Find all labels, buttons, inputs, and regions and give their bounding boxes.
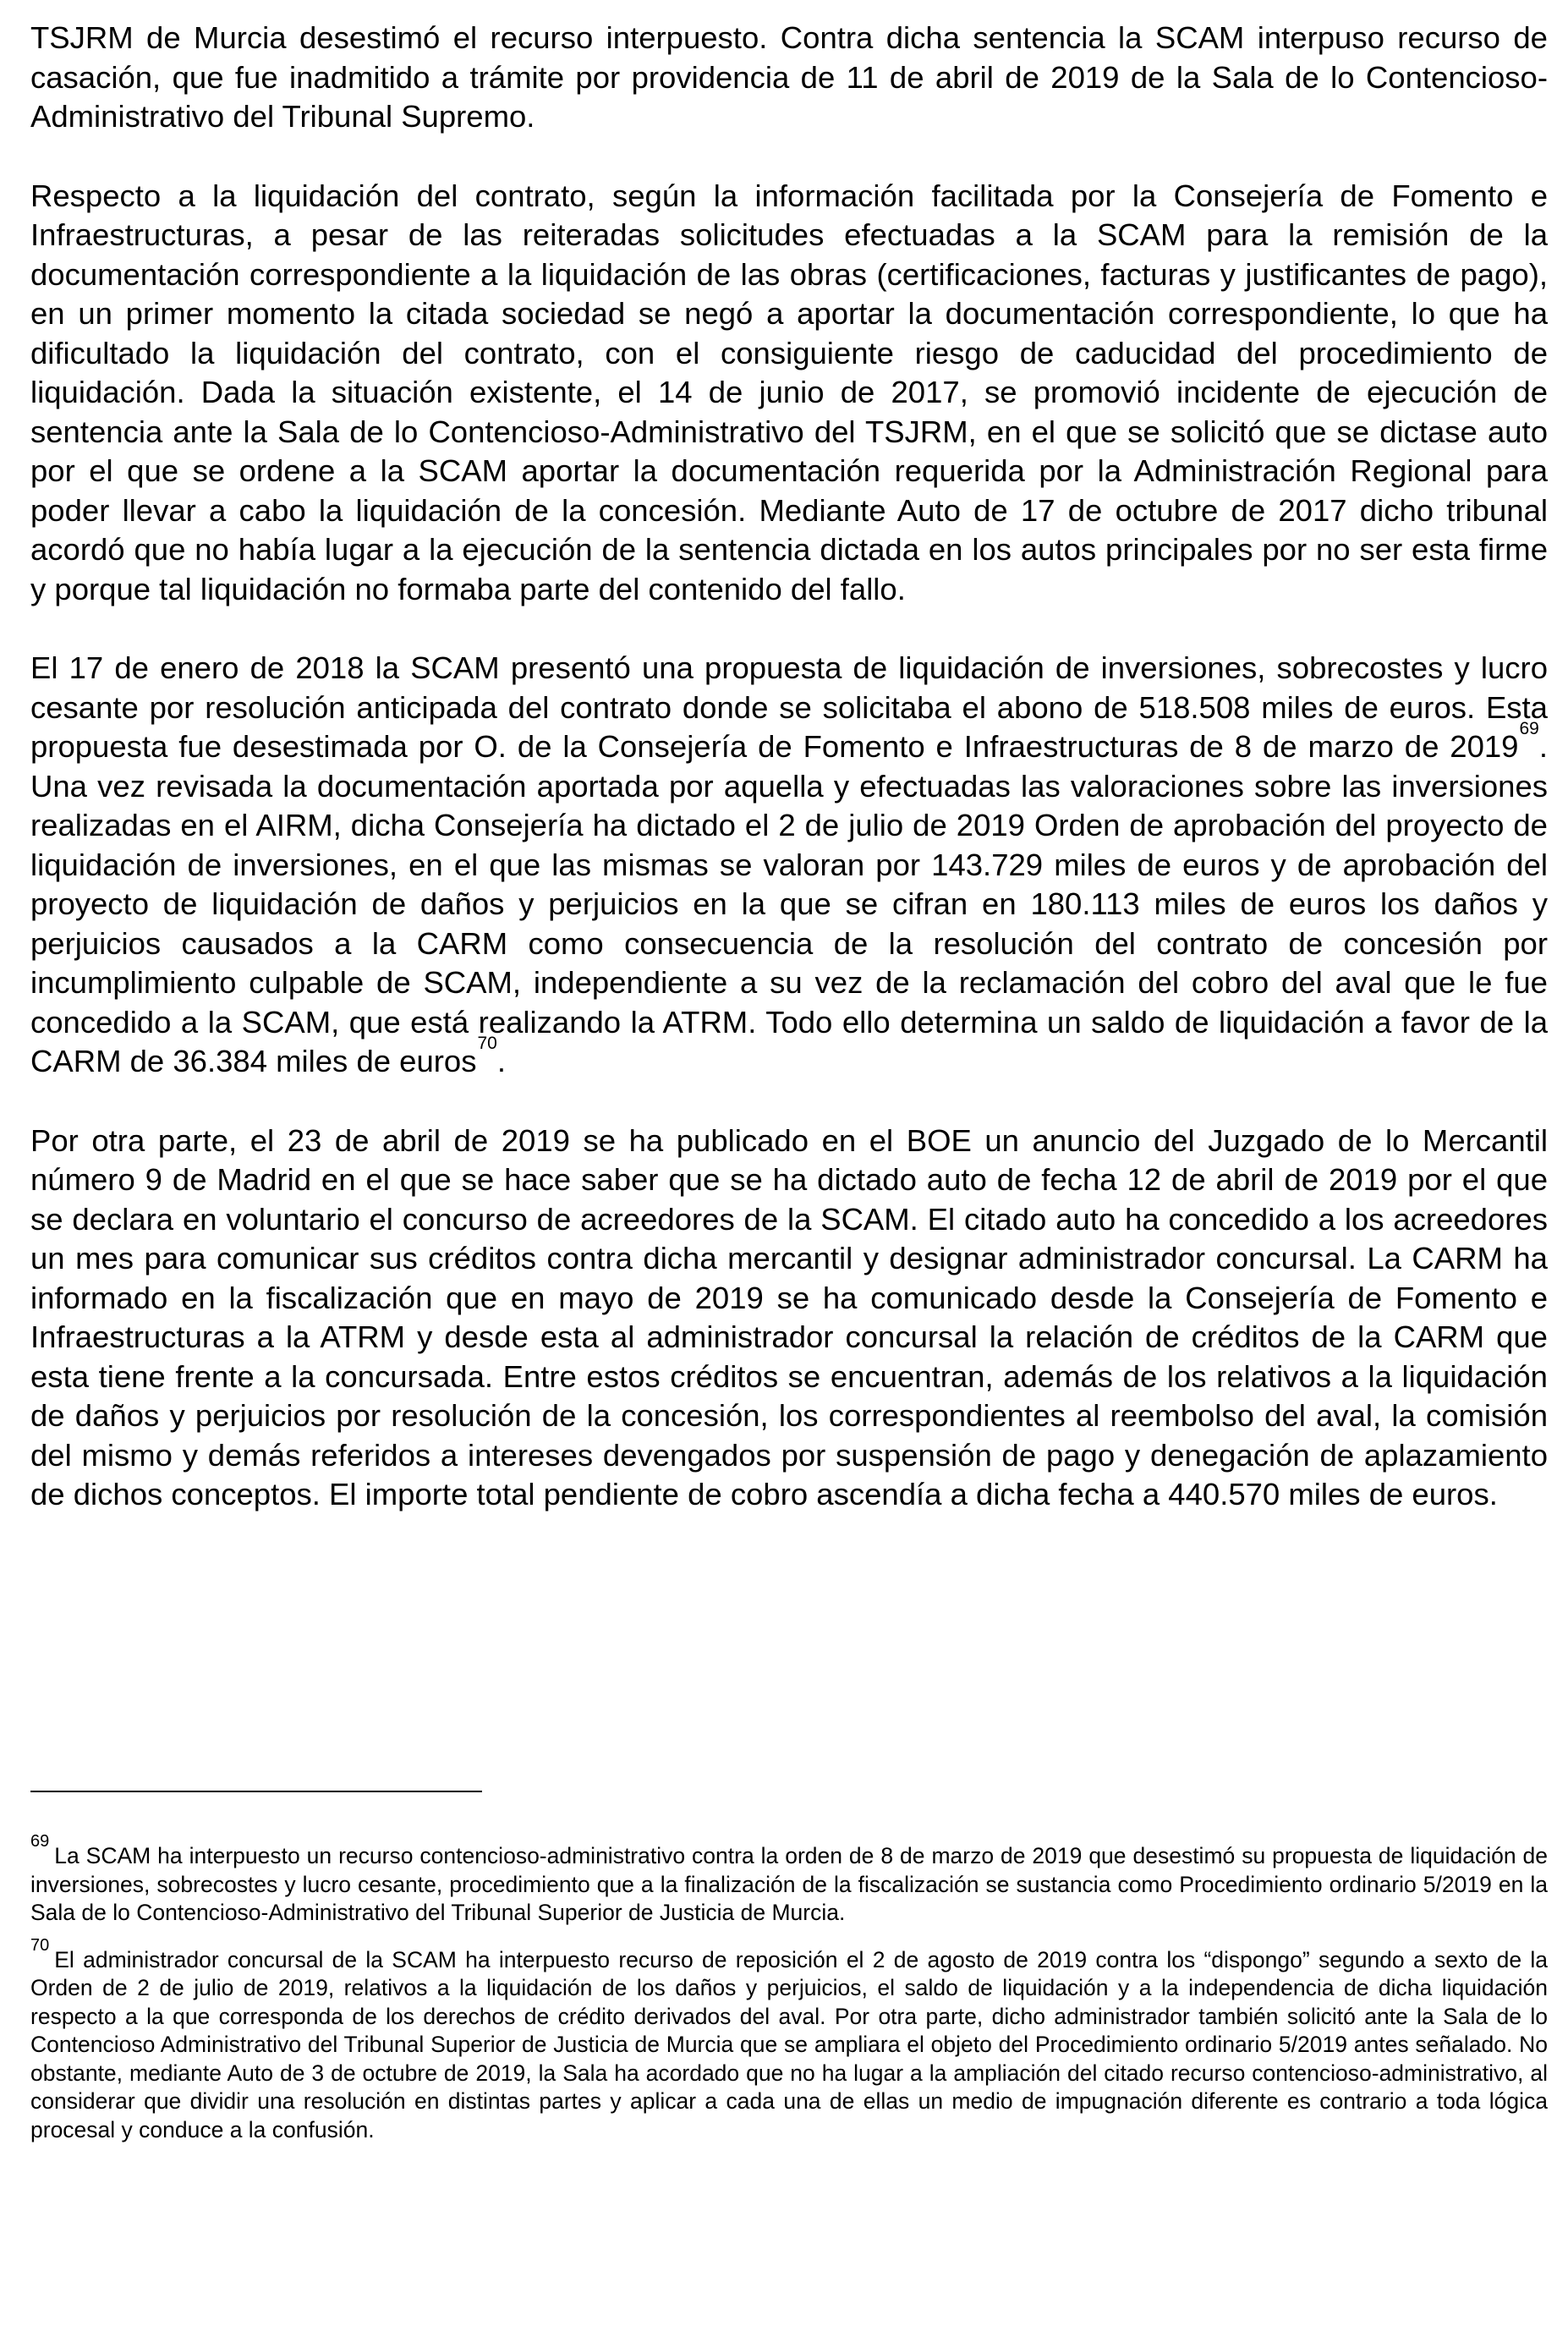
paragraph-text: El 17 de enero de 2018 la SCAM presentó una propuesta de liquidación de inversiones, sobrecostes y lucro cesante por resolución anticipada del contrato donde se solicitaba el abono de 518.508 miles de euros. Esta propuesta fue desestimada por O. de la Consejería de Fomento e Infraestructuras de 8 de marzo de 2019 <box>30 650 1548 764</box>
footnote-number: 69 <box>30 1832 50 1852</box>
paragraph-concurso-acreedores: Por otra parte, el 23 de abril de 2019 se ha publicado en el BOE un anuncio del Juzgado de lo Mercantil número 9 de Madrid en el que se hace saber que se ha dictado auto de fecha 12 de abril de 2019 por el que se declara en voluntario el concurso de acreedores de la SCAM. El citado auto ha concedido a los acreedores un mes para comunicar sus créditos contra dicha mercantil y designar administrador concursal. La CARM ha informado en la fiscalización que en mayo de 2019 se ha comunicado desde la Consejería de Fomento e Infraestructuras a la ATRM y desde esta al administrador concursal la relación de créditos de la CARM que esta tiene frente a la concursada. Entre estos créditos se encuentran, además de los relativos a la liquidación de daños y perjuicios por resolución de la concesión, los correspondientes al reembolso del aval, la comisión del mismo y demás referidos a intereses devengados por suspensión de pago y denegación de aplazamiento de dichos conceptos. El importe total pendiente de cobro ascendía a dicha fecha a 440.570 miles de euros. <box>30 1122 1548 1511</box>
paragraph-liquidacion-contrato: Respecto a la liquidación del contrato, según la información facilitada por la Consejería de Fomento e Infraestructuras, a pesar de las reiteradas solicitudes efectuadas a la SCAM para la remisión de la documentación correspondiente a la liquidación de las obras (certificaciones, facturas y justificantes de pago), en un primer momento la citada sociedad se negó a aportar la documentación correspondiente, lo que ha dificultado la liquidación del contrato, con el consiguiente riesgo de caducidad del procedimiento de liquidación. Dada la situación existente, el 14 de junio de 2017, se promovió incidente de ejecución de sentencia ante la Sala de lo Contencioso-Administrativo del TSJRM, en el que se solicitó que se dictase auto por el que se ordene a la SCAM aportar la documentación requerida por la Administración Regional para poder llevar a cabo la liquidación de la concesión. Mediante Auto de 17 de octubre de 2017 dicho tribunal acordó que no había lugar a la ejecución de la sentencia dictada en los autos principales por no ser esta firme y porque tal liquidación no formaba parte del contenido del fallo. <box>30 178 1548 606</box>
footnotes <box>30 1832 1548 2163</box>
paragraph-text: . <box>496 1044 507 1078</box>
footnote-ref-69[interactable]: 69 <box>1519 718 1539 738</box>
footnote-number: 70 <box>30 1935 50 1955</box>
footnote-69 <box>30 1832 1548 1928</box>
footnote-text: El administrador concursal de la SCAM ha interpuesto recurso de reposición el 2 de agosto de 2019 contra los “dispongo” segundo a sexto de la Orden de 2 de julio de 2019, relativos a la liquidación de los daños y perjuicios, el saldo de liquidación y a la independencia de dicha liquidación respecto a la que corresponda de los derechos de crédito derivados del aval. Por otra parte, dicho administrador también solicitó ante la Sala de lo Contencioso Administrativo del Tribunal Superior de Justicia de Murcia que se ampliara el objeto del Procedimiento ordinario 5/2019 antes señalado. No obstante, mediante Auto de 3 de octubre de 2019, la Sala ha acordado que no ha lugar a la ampliación del citado recurso contencioso-administrativo, al considerar que dividir una resolución en distintas partes y aplicar a cada una de ellas un medio de impugnación diferente es contrario a toda lógica procesal y conduce a la confusión. <box>30 1946 1548 2142</box>
footnote-separator <box>30 1791 482 1792</box>
document-body <box>30 19 1548 1515</box>
paragraph-text: . Una vez revisada la documentación aportada por aquella y efectuadas las valoraciones sobre las inversiones realizadas en el AIRM, dicha Consejería ha dictado el 2 de julio de 2019 Orden de aprobación del proyecto de liquidación de inversiones, en el que las mismas se valoran por 143.729 miles de euros y de aprobación del proyecto de liquidación de daños y perjuicios en la que se cifran en 180.113 miles de euros los daños y perjuicios causados a la CARM como consecuencia de la resolución del contrato de concesión por incumplimiento culpable de SCAM, independiente a su vez de la reclamación del cobro del aval que le fue concedido a la SCAM, que está realizando la ATRM. Todo ello determina un saldo de liquidación a favor de la CARM de 36.384 miles de euros <box>30 729 1548 1078</box>
footnote-ref-70[interactable]: 70 <box>477 1033 497 1053</box>
paragraph-propuesta-liquidacion <box>30 649 1548 1082</box>
footnote-text: La SCAM ha interpuesto un recurso contencioso-administrativo contra la orden de 8 de marzo de 2019 que desestimó su propuesta de liquidación de inversiones, sobrecostes y lucro cesante, procedimiento que a la finalización de la fiscalización se sustancia como Procedimiento ordinario 5/2019 en la Sala de lo Contencioso-Administrativo del Tribunal Superior de Justicia de Murcia. <box>30 1843 1548 1925</box>
paragraph-casacion: TSJRM de Murcia desestimó el recurso interpuesto. Contra dicha sentencia la SCAM interpuso recurso de casación, que fue inadmitido a trámite por providencia de 11 de abril de 2019 de la Sala de lo Contencioso-Administrativo del Tribunal Supremo. <box>30 20 1548 134</box>
footnote-70 <box>30 1935 1548 2145</box>
